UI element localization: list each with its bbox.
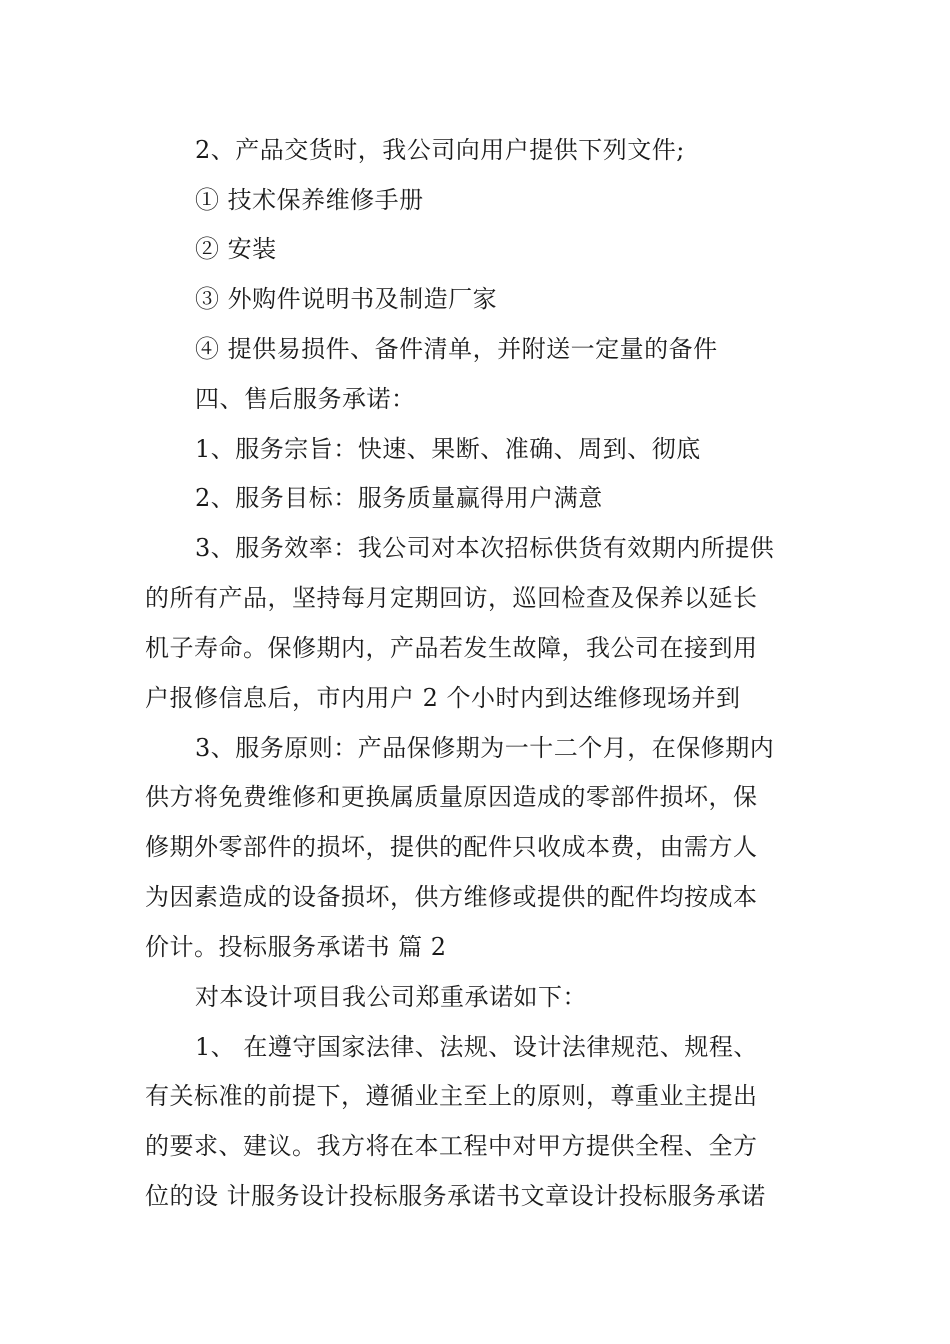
text-line-section-title-2: 价计。投标服务承诺书 篇 2 <box>145 933 447 961</box>
text-line: 机子寿命。保修期内，产品若发生故障，我公司在接到用 <box>145 634 758 662</box>
text-line-item-3: ③ 外购件说明书及制造厂家 <box>195 285 498 313</box>
text-line: 供方将免费维修和更换属质量原因造成的零部件损坏，保 <box>145 783 758 811</box>
text-line-item-4: ④ 提供易损件、备件清单，并附送一定量的备件 <box>195 335 718 363</box>
text-line-item-1: ① 技术保养维修手册 <box>195 186 424 214</box>
text-line: 的所有产品，坚持每月定期回访，巡回检查及保养以延长 <box>145 584 758 612</box>
text-line: 修期外零部件的损坏，提供的配件只收成本费，由需方人 <box>145 833 758 861</box>
text-line: 户报修信息后，市内用户 2 个小时内到达维修现场并到 <box>145 684 741 712</box>
text-line: 为因素造成的设备损坏，供方维修或提供的配件均按成本 <box>145 883 758 911</box>
text-line: 有关标准的前提下，遵循业主至上的原则，尊重业主提出 <box>145 1082 758 1110</box>
text-line-service-efficiency: 3、服务效率：我公司对本次招标供货有效期内所提供 <box>195 534 775 562</box>
text-line-delivery-documents: 2、产品交货时，我公司向用户提供下列文件; <box>195 136 685 164</box>
text-line-service-principle: 3、服务原则：产品保修期为一十二个月，在保修期内 <box>195 734 775 762</box>
text-line-service-goal: 2、服务目标：服务质量赢得用户满意 <box>195 484 603 512</box>
text-line-item-2: ② 安装 <box>195 235 277 263</box>
text-line: 的要求、建议。我方将在本工程中对甲方提供全程、全方 <box>145 1132 758 1160</box>
section-heading-after-sales: 四、售后服务承诺： <box>195 385 416 413</box>
text-line-commitment-intro: 对本设计项目我公司郑重承诺如下： <box>195 983 587 1011</box>
text-line-commitment-1: 1、 在遵守国家法律、法规、设计法律规范、规程、 <box>195 1033 758 1061</box>
text-line-service-purpose: 1、服务宗旨：快速、果断、准确、周到、彻底 <box>195 435 701 463</box>
text-line: 位的设 计服务设计投标服务承诺书文章设计投标服务承诺 <box>145 1182 766 1210</box>
